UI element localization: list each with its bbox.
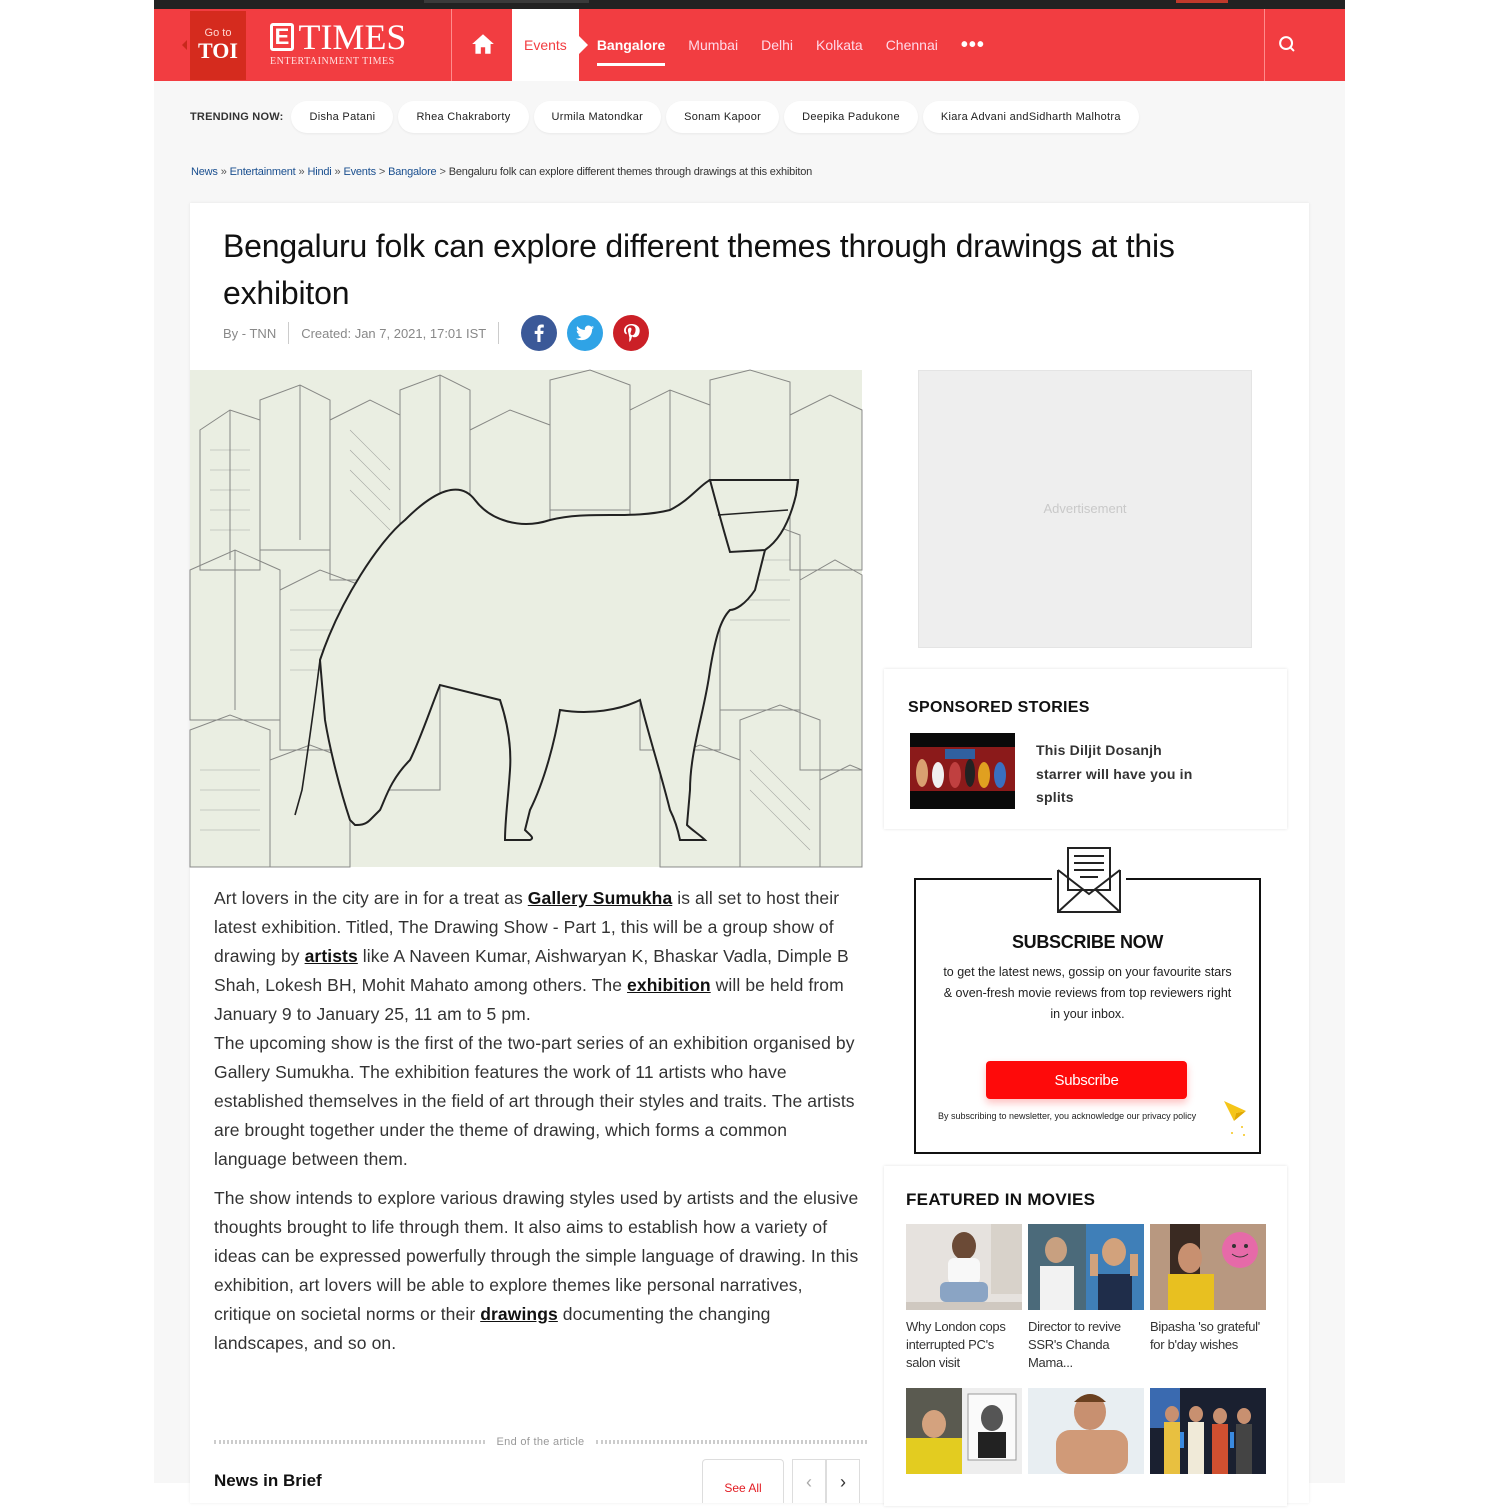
- byline: By - TNN: [223, 325, 277, 341]
- nav-item-chennai[interactable]: Chennai: [885, 37, 938, 53]
- trending-chip[interactable]: Rhea Chakraborty: [398, 101, 528, 133]
- sponsored-story-link[interactable]: This Diljit Dosanjh starrer will have you in splits: [1036, 742, 1193, 805]
- dotted-rule: [214, 1440, 485, 1444]
- news-in-brief-title: News in Brief: [214, 1471, 322, 1490]
- dotted-rule: [596, 1440, 867, 1444]
- featured-thumbnail: [1028, 1388, 1144, 1474]
- end-of-article-divider: [214, 1435, 867, 1449]
- created-date: Created: Jan 7, 2021, 17:01 IST: [301, 325, 487, 341]
- paragraph-text: like A Naveen Kumar, Aishwaryan K, Bhaskar Vadla, Dimple B Shah, Lokesh BH, Mohit Mahato among others. The: [214, 946, 849, 995]
- paragraph-text: The show intends to explore various drawing styles used by artists and the elusive thoughts brought to life through them. It also aims to establish how a variety of ideas can be expressed powerfully through the simple language of drawing. In this exhibition, art lovers will be able to explore themes like personal narratives, critique on societal norms or their: [214, 1188, 859, 1324]
- advertisement-label: Advertisement: [1043, 501, 1127, 516]
- article-meta: [223, 317, 659, 349]
- featured-thumbnail: [1150, 1388, 1266, 1474]
- breadcrumb-separator: >: [439, 166, 446, 178]
- paragraph-text: documenting the changing landscapes, and so on.: [214, 1304, 771, 1353]
- nav-divider: [1264, 9, 1265, 81]
- featured-thumbnail: [906, 1224, 1022, 1310]
- featured-item[interactable]: [906, 1388, 1022, 1474]
- meta-divider: [498, 322, 499, 344]
- featured-item[interactable]: [1150, 1224, 1266, 1354]
- exhibition-link[interactable]: exhibition: [627, 975, 711, 995]
- featured-item[interactable]: [1028, 1388, 1144, 1474]
- logo-e-mark: E: [270, 23, 294, 51]
- nav-item-bangalore[interactable]: Bangalore: [597, 9, 665, 81]
- subscribe-button[interactable]: Subscribe: [986, 1061, 1187, 1099]
- goto-toi-button[interactable]: [190, 11, 246, 80]
- sponsored-stories-widget: [884, 669, 1287, 829]
- page: [154, 0, 1345, 1495]
- goto-big-label: TOI: [198, 38, 238, 63]
- article-title: Bengaluru folk can explore different themes through drawings at this exhibiton: [223, 228, 1175, 311]
- nav-item-kolkata[interactable]: Kolkata: [815, 37, 863, 53]
- breadcrumb-bangalore[interactable]: Bangalore: [388, 166, 437, 178]
- meta-divider: [288, 322, 289, 344]
- drawings-link[interactable]: drawings: [480, 1304, 558, 1324]
- trending-label: TRENDING NOW:: [190, 111, 284, 123]
- featured-item[interactable]: [1028, 1224, 1144, 1372]
- search-icon[interactable]: [1276, 33, 1300, 57]
- nav-item-delhi[interactable]: Delhi: [761, 37, 793, 53]
- home-icon[interactable]: [470, 31, 496, 57]
- artists-link[interactable]: artists: [304, 946, 358, 966]
- facebook-share-icon[interactable]: [521, 315, 557, 351]
- subscribe-description: to get the latest news, gossip on your favourite stars & oven-fresh movie reviews from top reviewers right in your inbox.: [943, 965, 1232, 1021]
- stage-photo: [910, 733, 1015, 809]
- featured-caption: Bipasha 'so grateful' for b'day wishes: [1150, 1319, 1260, 1352]
- featured-thumbnail: [1028, 1224, 1144, 1310]
- sponsored-story-thumbnail[interactable]: [910, 733, 1015, 809]
- breadcrumb-current: Bengaluru folk can explore different themes through drawings at this exhibiton: [448, 166, 813, 178]
- trending-chip[interactable]: Kiara Advani andSidharth Malhotra: [923, 101, 1139, 133]
- article-paragraph-1: [214, 884, 864, 1029]
- trending-chip[interactable]: Deepika Padukone: [784, 101, 918, 133]
- etimes-logo[interactable]: [270, 17, 407, 67]
- goto-small-label: Go to: [204, 27, 232, 39]
- nav-items: [512, 9, 985, 81]
- goto-arrow-icon: [182, 40, 187, 50]
- trending-chip[interactable]: Sonam Kapoor: [666, 101, 779, 133]
- featured-item[interactable]: [1150, 1388, 1266, 1474]
- article-paragraph-3: [214, 1184, 864, 1358]
- breadcrumb-separator: >: [378, 166, 386, 178]
- featured-title: FEATURED IN MOVIES: [906, 1190, 1096, 1209]
- paragraph-text: Art lovers in the city are in for a treat as: [214, 888, 528, 908]
- prev-arrow-icon[interactable]: ‹: [792, 1459, 826, 1503]
- article-body: [214, 884, 864, 1368]
- breadcrumb-separator: »: [220, 166, 227, 178]
- breadcrumb-separator: »: [298, 166, 305, 178]
- paper-plane-icon: [1222, 1099, 1252, 1139]
- top-strip-segment: [424, 0, 589, 3]
- more-dots-icon[interactable]: •••: [960, 34, 985, 56]
- trending-bar: [190, 100, 1144, 134]
- subscribe-title: SUBSCRIBE NOW: [1011, 932, 1164, 952]
- nav-item-mumbai[interactable]: Mumbai: [688, 37, 739, 53]
- trending-chip[interactable]: Urmila Matondkar: [534, 101, 662, 133]
- nav-item-events[interactable]: Events: [512, 9, 579, 81]
- article-card: [190, 203, 1309, 1503]
- gallery-sumukha-link[interactable]: Gallery Sumukha: [527, 888, 673, 908]
- logo-subtitle: ENTERTAINMENT TIMES: [270, 56, 395, 67]
- twitter-share-icon[interactable]: [567, 315, 603, 351]
- subscribe-widget: [914, 878, 1261, 1154]
- camel-cityscape-drawing: [190, 370, 862, 867]
- main-navbar: [154, 9, 1345, 81]
- browser-top-strip: [154, 0, 1345, 9]
- breadcrumb-entertainment[interactable]: Entertainment: [229, 166, 296, 178]
- article-hero-image: [190, 370, 862, 867]
- privacy-note: By subscribing to newsletter, you acknowledge our privacy policy: [938, 1111, 1197, 1121]
- breadcrumb-separator: »: [334, 166, 341, 178]
- end-of-article-label: End of the article: [496, 1436, 585, 1448]
- nav-divider: [451, 9, 452, 81]
- breadcrumb-hindi[interactable]: Hindi: [307, 166, 332, 178]
- logo-word: TIMES: [298, 17, 407, 57]
- featured-thumbnail: [1150, 1224, 1266, 1310]
- breadcrumb-events[interactable]: Events: [343, 166, 376, 178]
- top-strip-accent: [1176, 0, 1228, 3]
- sponsored-title: SPONSORED STORIES: [908, 699, 1090, 716]
- featured-thumbnail: [906, 1388, 1022, 1474]
- advertisement-slot[interactable]: [918, 370, 1252, 648]
- featured-item[interactable]: [906, 1224, 1022, 1372]
- pinterest-share-icon[interactable]: [613, 315, 649, 351]
- see-all-button[interactable]: See All: [702, 1459, 784, 1503]
- next-arrow-icon[interactable]: ›: [826, 1459, 860, 1503]
- trending-chip[interactable]: Disha Patani: [291, 101, 393, 133]
- featured-caption: Director to revive SSR's Chanda Mama...: [1028, 1319, 1121, 1370]
- breadcrumb: [191, 166, 812, 178]
- featured-caption: Why London cops interrupted PC's salon visit: [906, 1319, 1006, 1370]
- paragraph-text: is all set to host their latest exhibition. Titled, The Drawing Show - Part 1, this will be a group show of drawing by: [214, 888, 840, 966]
- envelope-icon: [1052, 844, 1126, 916]
- article-paragraph-2: The upcoming show is the first of the two-part series of an exhibition organised by Gallery Sumukha. The exhibition features the work of 11 artists who have established themselves in the field of art through their styles and traits. The artists are brought together under the theme of drawing, which forms a common language between them.: [214, 1033, 855, 1169]
- paragraph-text: will be held from January 9 to January 25, 11 am to 5 pm.: [214, 975, 844, 1024]
- breadcrumb-news[interactable]: News: [191, 166, 218, 178]
- featured-in-movies-widget: [884, 1166, 1287, 1506]
